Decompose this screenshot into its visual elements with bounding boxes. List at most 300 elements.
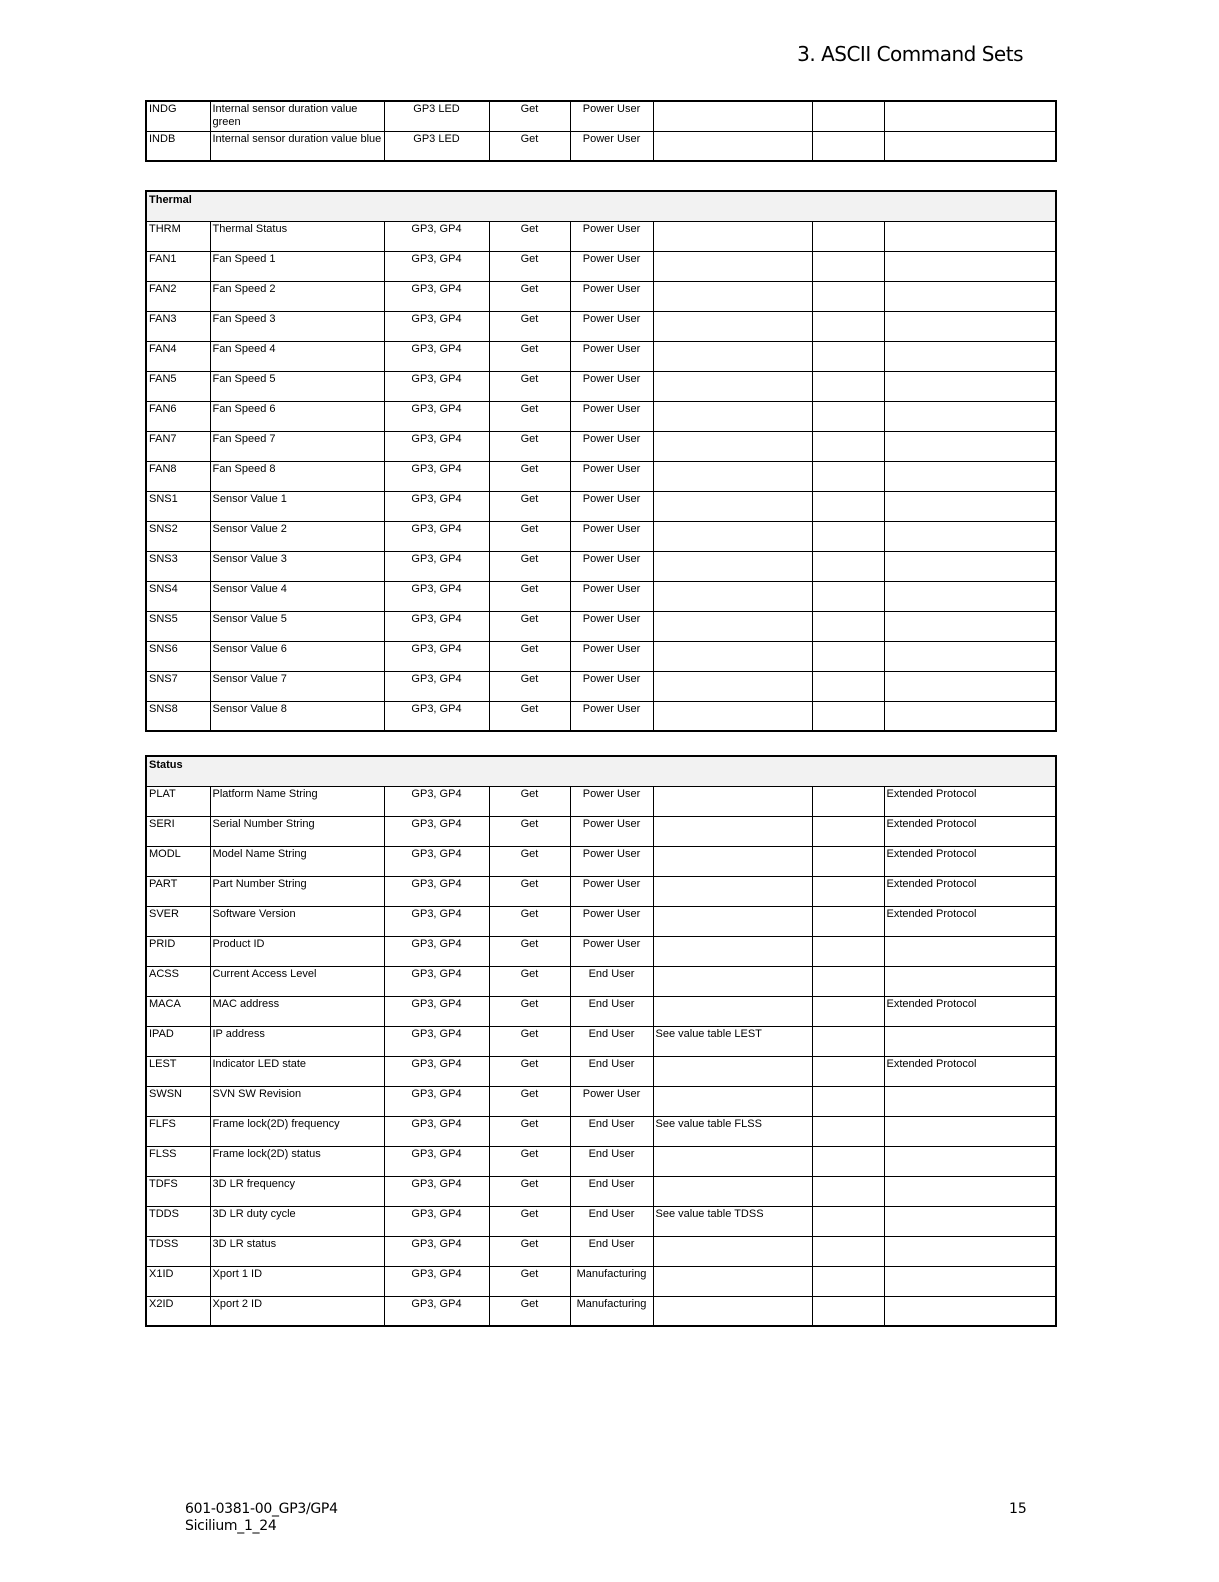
access-cell: Get <box>489 491 570 521</box>
extra-cell <box>812 936 884 966</box>
table-row <box>146 551 1056 581</box>
value-table-cell <box>653 1086 812 1116</box>
access-cell: Get <box>489 1116 570 1146</box>
value-table-cell <box>653 341 812 371</box>
command-cell: INDB <box>146 131 210 161</box>
table-row <box>146 311 1056 341</box>
notes-cell <box>884 461 1056 491</box>
user-level-cell: Power User <box>570 311 653 341</box>
user-level-cell: End User <box>570 1206 653 1236</box>
value-table-cell <box>653 551 812 581</box>
platform-cell: GP3, GP4 <box>384 701 489 731</box>
platform-cell: GP3, GP4 <box>384 611 489 641</box>
access-cell: Get <box>489 341 570 371</box>
footer-doc-number: 601-0381-00_GP3/GP4 <box>185 1501 338 1517</box>
access-cell: Get <box>489 1146 570 1176</box>
platform-cell: GP3, GP4 <box>384 641 489 671</box>
table-row <box>146 611 1056 641</box>
value-table-cell <box>653 1296 812 1326</box>
value-table-cell <box>653 401 812 431</box>
access-cell: Get <box>489 846 570 876</box>
platform-cell: GP3, GP4 <box>384 1056 489 1086</box>
access-cell: Get <box>489 521 570 551</box>
platform-cell: GP3, GP4 <box>384 816 489 846</box>
user-level-cell: End User <box>570 966 653 996</box>
notes-cell <box>884 551 1056 581</box>
user-level-cell: Power User <box>570 701 653 731</box>
value-table-cell <box>653 101 812 131</box>
command-cell: TDSS <box>146 1236 210 1266</box>
value-table-cell <box>653 371 812 401</box>
access-cell: Get <box>489 1176 570 1206</box>
value-table-cell <box>653 1056 812 1086</box>
user-level-cell: Power User <box>570 551 653 581</box>
command-cell: ACSS <box>146 966 210 996</box>
value-table-cell <box>653 581 812 611</box>
extra-cell <box>812 581 884 611</box>
user-level-cell: Manufacturing <box>570 1266 653 1296</box>
access-cell: Get <box>489 876 570 906</box>
notes-cell <box>884 1236 1056 1266</box>
description-cell: Fan Speed 3 <box>210 311 384 341</box>
notes-cell <box>884 966 1056 996</box>
extra-cell <box>812 371 884 401</box>
command-cell: SNS8 <box>146 701 210 731</box>
command-cell: SNS4 <box>146 581 210 611</box>
extra-cell <box>812 996 884 1026</box>
access-cell: Get <box>489 816 570 846</box>
notes-cell <box>884 401 1056 431</box>
command-cell: SNS6 <box>146 641 210 671</box>
description-cell: Current Access Level <box>210 966 384 996</box>
extra-cell <box>812 311 884 341</box>
description-cell: Sensor Value 3 <box>210 551 384 581</box>
description-cell: SVN SW Revision <box>210 1086 384 1116</box>
table-row <box>146 906 1056 936</box>
platform-cell: GP3, GP4 <box>384 671 489 701</box>
table-row <box>146 101 1056 131</box>
description-cell: MAC address <box>210 996 384 1026</box>
description-cell: Xport 1 ID <box>210 1266 384 1296</box>
command-cell: SNS7 <box>146 671 210 701</box>
description-cell: Product ID <box>210 936 384 966</box>
extra-cell <box>812 551 884 581</box>
description-cell: 3D LR duty cycle <box>210 1206 384 1236</box>
user-level-cell: Power User <box>570 101 653 131</box>
command-cell: THRM <box>146 221 210 251</box>
command-cell: INDG <box>146 101 210 131</box>
access-cell: Get <box>489 1026 570 1056</box>
extra-cell <box>812 1266 884 1296</box>
description-cell: Sensor Value 1 <box>210 491 384 521</box>
value-table-cell <box>653 701 812 731</box>
extra-cell <box>812 251 884 281</box>
table-row <box>146 341 1056 371</box>
table-row <box>146 521 1056 551</box>
access-cell: Get <box>489 101 570 131</box>
table-row <box>146 1056 1056 1086</box>
table-row <box>146 581 1056 611</box>
value-table-cell <box>653 1236 812 1266</box>
access-cell: Get <box>489 551 570 581</box>
extra-cell <box>812 1056 884 1086</box>
notes-cell <box>884 1146 1056 1176</box>
platform-cell: GP3 LED <box>384 131 489 161</box>
user-level-cell: Power User <box>570 371 653 401</box>
extra-cell <box>812 1026 884 1056</box>
value-table-cell <box>653 461 812 491</box>
platform-cell: GP3, GP4 <box>384 966 489 996</box>
command-table-status <box>145 755 1057 1327</box>
value-table-cell <box>653 671 812 701</box>
description-cell: Sensor Value 8 <box>210 701 384 731</box>
value-table-cell <box>653 876 812 906</box>
user-level-cell: Power User <box>570 401 653 431</box>
command-cell: PRID <box>146 936 210 966</box>
description-cell: IP address <box>210 1026 384 1056</box>
description-cell: Sensor Value 2 <box>210 521 384 551</box>
command-cell: SNS3 <box>146 551 210 581</box>
table-row <box>146 131 1056 161</box>
user-level-cell: Power User <box>570 671 653 701</box>
section-title-thermal: Thermal <box>146 191 1056 221</box>
access-cell: Get <box>489 581 570 611</box>
command-cell: FAN8 <box>146 461 210 491</box>
notes-cell: Extended Protocol <box>884 876 1056 906</box>
access-cell: Get <box>489 431 570 461</box>
command-cell: TDFS <box>146 1176 210 1206</box>
command-cell: FLSS <box>146 1146 210 1176</box>
platform-cell: GP3, GP4 <box>384 906 489 936</box>
value-table-cell: See value table FLSS <box>653 1116 812 1146</box>
access-cell: Get <box>489 401 570 431</box>
platform-cell: GP3, GP4 <box>384 1146 489 1176</box>
value-table-cell <box>653 311 812 341</box>
platform-cell: GP3, GP4 <box>384 431 489 461</box>
platform-cell: GP3, GP4 <box>384 581 489 611</box>
description-cell: Fan Speed 5 <box>210 371 384 401</box>
description-cell: Serial Number String <box>210 816 384 846</box>
extra-cell <box>812 131 884 161</box>
value-table-cell: See value table LEST <box>653 1026 812 1056</box>
command-cell: MACA <box>146 996 210 1026</box>
notes-cell <box>884 1086 1056 1116</box>
extra-cell <box>812 611 884 641</box>
notes-cell: Extended Protocol <box>884 846 1056 876</box>
value-table-cell <box>653 131 812 161</box>
platform-cell: GP3, GP4 <box>384 251 489 281</box>
notes-cell <box>884 491 1056 521</box>
user-level-cell: Power User <box>570 581 653 611</box>
value-table-cell <box>653 491 812 521</box>
table-row <box>146 996 1056 1026</box>
platform-cell: GP3, GP4 <box>384 521 489 551</box>
table-row <box>146 491 1056 521</box>
command-table-led <box>145 100 1057 162</box>
notes-cell <box>884 341 1056 371</box>
extra-cell <box>812 431 884 461</box>
user-level-cell: Power User <box>570 491 653 521</box>
description-cell: Platform Name String <box>210 786 384 816</box>
extra-cell <box>812 341 884 371</box>
notes-cell <box>884 671 1056 701</box>
platform-cell: GP3, GP4 <box>384 1266 489 1296</box>
command-cell: FAN4 <box>146 341 210 371</box>
user-level-cell: Power User <box>570 341 653 371</box>
platform-cell: GP3, GP4 <box>384 371 489 401</box>
platform-cell: GP3, GP4 <box>384 311 489 341</box>
user-level-cell: End User <box>570 1146 653 1176</box>
command-cell: MODL <box>146 846 210 876</box>
table-row <box>146 221 1056 251</box>
table-row <box>146 966 1056 996</box>
notes-cell <box>884 251 1056 281</box>
value-table-cell <box>653 281 812 311</box>
user-level-cell: Power User <box>570 521 653 551</box>
command-cell: FAN5 <box>146 371 210 401</box>
platform-cell: GP3, GP4 <box>384 1296 489 1326</box>
command-cell: FAN1 <box>146 251 210 281</box>
command-cell: FAN6 <box>146 401 210 431</box>
description-cell: Part Number String <box>210 876 384 906</box>
table-row <box>146 1266 1056 1296</box>
notes-cell <box>884 1206 1056 1236</box>
access-cell: Get <box>489 1086 570 1116</box>
command-cell: SERI <box>146 816 210 846</box>
description-cell: 3D LR status <box>210 1236 384 1266</box>
platform-cell: GP3 LED <box>384 101 489 131</box>
notes-cell <box>884 1296 1056 1326</box>
notes-cell: Extended Protocol <box>884 906 1056 936</box>
table-row <box>146 401 1056 431</box>
command-cell: FLFS <box>146 1116 210 1146</box>
command-cell: SNS5 <box>146 611 210 641</box>
access-cell: Get <box>489 1206 570 1236</box>
extra-cell <box>812 521 884 551</box>
access-cell: Get <box>489 996 570 1026</box>
extra-cell <box>812 1146 884 1176</box>
extra-cell <box>812 1086 884 1116</box>
notes-cell <box>884 581 1056 611</box>
table-row <box>146 251 1056 281</box>
value-table-cell <box>653 846 812 876</box>
extra-cell <box>812 221 884 251</box>
access-cell: Get <box>489 641 570 671</box>
user-level-cell: End User <box>570 1176 653 1206</box>
description-cell: Fan Speed 6 <box>210 401 384 431</box>
user-level-cell: Power User <box>570 641 653 671</box>
table-row <box>146 936 1056 966</box>
user-level-cell: End User <box>570 1026 653 1056</box>
notes-cell <box>884 701 1056 731</box>
table-row <box>146 641 1056 671</box>
user-level-cell: Power User <box>570 611 653 641</box>
extra-cell <box>812 786 884 816</box>
access-cell: Get <box>489 311 570 341</box>
notes-cell <box>884 371 1056 401</box>
table-row <box>146 846 1056 876</box>
table-row <box>146 1236 1056 1266</box>
notes-cell <box>884 221 1056 251</box>
user-level-cell: Power User <box>570 876 653 906</box>
platform-cell: GP3, GP4 <box>384 786 489 816</box>
command-cell: X2ID <box>146 1296 210 1326</box>
notes-cell: Extended Protocol <box>884 786 1056 816</box>
extra-cell <box>812 641 884 671</box>
command-cell: LEST <box>146 1056 210 1086</box>
notes-cell: Extended Protocol <box>884 1056 1056 1086</box>
value-table-cell <box>653 251 812 281</box>
value-table-cell: See value table TDSS <box>653 1206 812 1236</box>
access-cell: Get <box>489 671 570 701</box>
value-table-cell <box>653 816 812 846</box>
access-cell: Get <box>489 786 570 816</box>
extra-cell <box>812 876 884 906</box>
access-cell: Get <box>489 221 570 251</box>
notes-cell <box>884 281 1056 311</box>
access-cell: Get <box>489 936 570 966</box>
table-row <box>146 1146 1056 1176</box>
platform-cell: GP3, GP4 <box>384 1026 489 1056</box>
user-level-cell: Power User <box>570 846 653 876</box>
table-row <box>146 1116 1056 1146</box>
section-title-status: Status <box>146 756 1056 786</box>
value-table-cell <box>653 1266 812 1296</box>
user-level-cell: Power User <box>570 431 653 461</box>
platform-cell: GP3, GP4 <box>384 996 489 1026</box>
command-cell: FAN2 <box>146 281 210 311</box>
description-cell: Xport 2 ID <box>210 1296 384 1326</box>
user-level-cell: End User <box>570 1116 653 1146</box>
command-cell: FAN7 <box>146 431 210 461</box>
value-table-cell <box>653 431 812 461</box>
access-cell: Get <box>489 281 570 311</box>
user-level-cell: Power User <box>570 936 653 966</box>
notes-cell: Extended Protocol <box>884 816 1056 846</box>
user-level-cell: Power User <box>570 906 653 936</box>
access-cell: Get <box>489 611 570 641</box>
user-level-cell: Power User <box>570 1086 653 1116</box>
extra-cell <box>812 1296 884 1326</box>
value-table-cell <box>653 611 812 641</box>
access-cell: Get <box>489 1266 570 1296</box>
footer-revision: Sicilium_1_24 <box>185 1518 277 1534</box>
extra-cell <box>812 281 884 311</box>
extra-cell <box>812 966 884 996</box>
command-cell: SNS2 <box>146 521 210 551</box>
page-number: 15 <box>1009 1501 1027 1517</box>
command-cell: PART <box>146 876 210 906</box>
description-cell: Indicator LED state <box>210 1056 384 1086</box>
platform-cell: GP3, GP4 <box>384 551 489 581</box>
access-cell: Get <box>489 1056 570 1086</box>
command-table-thermal <box>145 190 1057 732</box>
notes-cell <box>884 311 1056 341</box>
access-cell: Get <box>489 461 570 491</box>
user-level-cell: Power User <box>570 461 653 491</box>
notes-cell <box>884 521 1056 551</box>
command-cell: SWSN <box>146 1086 210 1116</box>
section-header-row <box>146 756 1056 786</box>
access-cell: Get <box>489 371 570 401</box>
platform-cell: GP3, GP4 <box>384 1176 489 1206</box>
platform-cell: GP3, GP4 <box>384 401 489 431</box>
user-level-cell: Power User <box>570 221 653 251</box>
table-row <box>146 281 1056 311</box>
extra-cell <box>812 491 884 521</box>
user-level-cell: Power User <box>570 281 653 311</box>
description-cell: Frame lock(2D) frequency <box>210 1116 384 1146</box>
notes-cell <box>884 936 1056 966</box>
access-cell: Get <box>489 251 570 281</box>
table-row <box>146 1206 1056 1236</box>
extra-cell <box>812 401 884 431</box>
notes-cell <box>884 1266 1056 1296</box>
extra-cell <box>812 671 884 701</box>
value-table-cell <box>653 1146 812 1176</box>
table-row <box>146 431 1056 461</box>
access-cell: Get <box>489 966 570 996</box>
command-cell: FAN3 <box>146 311 210 341</box>
value-table-cell <box>653 786 812 816</box>
platform-cell: GP3, GP4 <box>384 936 489 966</box>
value-table-cell <box>653 996 812 1026</box>
notes-cell <box>884 101 1056 131</box>
platform-cell: GP3, GP4 <box>384 1086 489 1116</box>
platform-cell: GP3, GP4 <box>384 221 489 251</box>
access-cell: Get <box>489 131 570 161</box>
user-level-cell: Manufacturing <box>570 1296 653 1326</box>
notes-cell <box>884 641 1056 671</box>
platform-cell: GP3, GP4 <box>384 1116 489 1146</box>
platform-cell: GP3, GP4 <box>384 1236 489 1266</box>
description-cell: Sensor Value 5 <box>210 611 384 641</box>
section-header-row <box>146 191 1056 221</box>
extra-cell <box>812 1176 884 1206</box>
value-table-cell <box>653 1176 812 1206</box>
value-table-cell <box>653 936 812 966</box>
access-cell: Get <box>489 701 570 731</box>
extra-cell <box>812 1236 884 1266</box>
description-cell: Internal sensor duration value green <box>210 101 384 131</box>
notes-cell <box>884 1116 1056 1146</box>
user-level-cell: End User <box>570 996 653 1026</box>
notes-cell <box>884 431 1056 461</box>
table-row <box>146 1026 1056 1056</box>
table-row <box>146 1086 1056 1116</box>
footer-doc-info <box>185 1501 338 1535</box>
value-table-cell <box>653 966 812 996</box>
value-table-cell <box>653 521 812 551</box>
description-cell: Thermal Status <box>210 221 384 251</box>
description-cell: Internal sensor duration value blue <box>210 131 384 161</box>
description-cell: Fan Speed 2 <box>210 281 384 311</box>
user-level-cell: Power User <box>570 816 653 846</box>
table-row <box>146 671 1056 701</box>
description-cell: Sensor Value 6 <box>210 641 384 671</box>
table-row <box>146 701 1056 731</box>
description-cell: Sensor Value 7 <box>210 671 384 701</box>
notes-cell: Extended Protocol <box>884 996 1056 1026</box>
user-level-cell: End User <box>570 1056 653 1086</box>
extra-cell <box>812 816 884 846</box>
description-cell: Fan Speed 7 <box>210 431 384 461</box>
command-cell: IPAD <box>146 1026 210 1056</box>
table-row <box>146 786 1056 816</box>
platform-cell: GP3, GP4 <box>384 1206 489 1236</box>
access-cell: Get <box>489 1296 570 1326</box>
notes-cell <box>884 1026 1056 1056</box>
